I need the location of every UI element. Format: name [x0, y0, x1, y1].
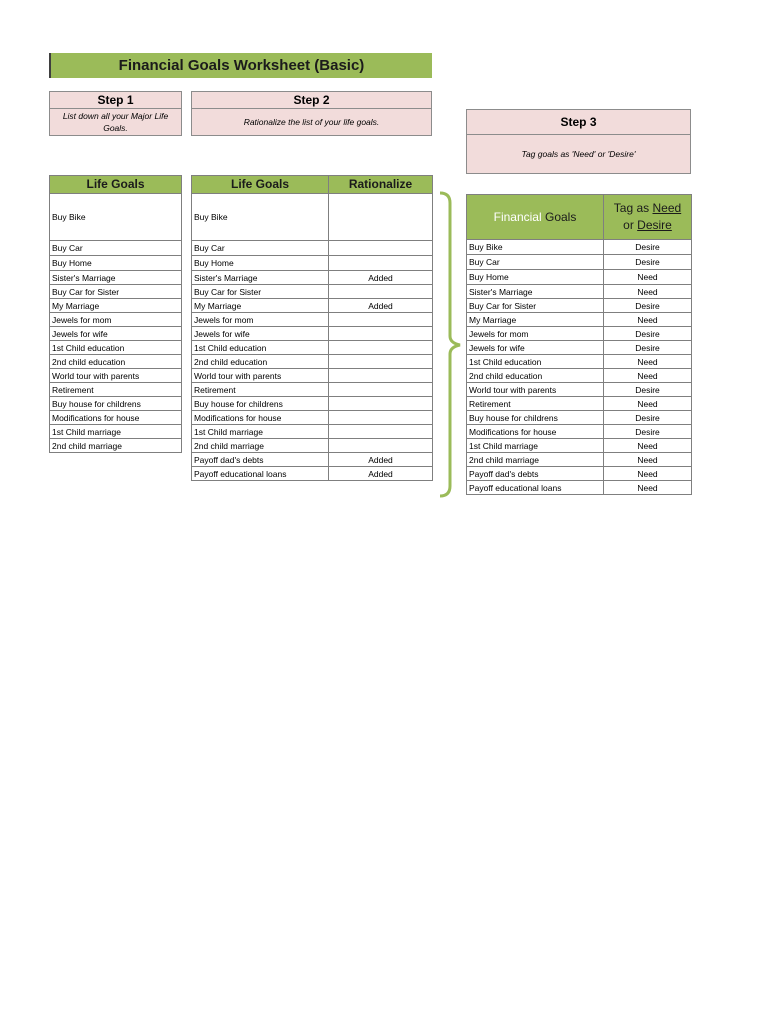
financial-goal-cell: My Marriage	[467, 313, 604, 327]
life-goal-cell: Sister's Marriage	[50, 271, 182, 285]
life-goals-table	[49, 175, 182, 453]
tag-cell: Desire	[604, 383, 692, 397]
rationalize-note-cell	[329, 313, 433, 327]
rationalize-note-cell	[329, 285, 433, 299]
table-row	[192, 241, 433, 256]
table-row	[50, 411, 182, 425]
life-goals-header: Life Goals	[50, 176, 182, 194]
rationalize-note-cell	[329, 327, 433, 341]
rationalize-note-cell	[329, 194, 433, 241]
rationalized-goal-cell: Jewels for wife	[192, 327, 329, 341]
rationalize-note-cell	[329, 369, 433, 383]
tag-cell: Need	[604, 467, 692, 481]
rationalize-header: Rationalize	[329, 176, 433, 194]
financial-goal-cell: Payoff dad's debts	[467, 467, 604, 481]
rationalize-note-cell	[329, 383, 433, 397]
table-row	[467, 255, 692, 270]
rationalize-note-cell: Added	[329, 299, 433, 313]
rationalize-table	[191, 175, 433, 481]
rationalize-note-cell	[329, 411, 433, 425]
rationalize-note-cell	[329, 341, 433, 355]
rationalize-note-cell	[329, 256, 433, 271]
financial-goal-cell: 2nd child marriage	[467, 453, 604, 467]
life-goal-cell: Buy Home	[50, 256, 182, 271]
table-row	[50, 313, 182, 327]
table-row	[50, 369, 182, 383]
tag-cell: Need	[604, 285, 692, 299]
rationalized-goal-cell: Buy house for childrens	[192, 397, 329, 411]
rationalized-goal-cell: Sister's Marriage	[192, 271, 329, 285]
life-goal-cell: Modifications for house	[50, 411, 182, 425]
life-goal-cell: Jewels for wife	[50, 327, 182, 341]
table-row	[467, 313, 692, 327]
tag-cell: Desire	[604, 411, 692, 425]
step2-description: Rationalize the list of your life goals.	[191, 109, 432, 136]
life-goal-cell: Buy Car	[50, 241, 182, 256]
table-row	[192, 313, 433, 327]
table-row	[50, 383, 182, 397]
rationalize-note-cell	[329, 425, 433, 439]
life-goal-cell: World tour with parents	[50, 369, 182, 383]
financial-goal-cell: 1st Child marriage	[467, 439, 604, 453]
financial-goal-cell: Buy Car	[467, 255, 604, 270]
table-row	[192, 271, 433, 285]
goals-word: Goals	[545, 209, 577, 224]
table-row	[467, 327, 692, 341]
table-row	[50, 425, 182, 439]
table-row	[192, 369, 433, 383]
financial-goal-cell: 2nd child education	[467, 369, 604, 383]
rationalized-goal-cell: 1st Child education	[192, 341, 329, 355]
tag-cell: Need	[604, 481, 692, 495]
rationalized-goal-cell: Buy Bike	[192, 194, 329, 241]
rationalized-goal-cell: Payoff dad's debts	[192, 453, 329, 467]
table-row	[50, 439, 182, 453]
financial-goal-cell: Jewels for wife	[467, 341, 604, 355]
rationalize-note-cell	[329, 439, 433, 453]
rationalize-note-cell: Added	[329, 467, 433, 481]
table-row	[50, 397, 182, 411]
life-goal-cell: Jewels for mom	[50, 313, 182, 327]
table-row	[192, 256, 433, 271]
table-row	[50, 327, 182, 341]
step3-heading: Step 3	[466, 109, 691, 135]
tag-cell: Need	[604, 313, 692, 327]
tag-cell: Desire	[604, 240, 692, 255]
table-row	[192, 285, 433, 299]
table-row	[467, 439, 692, 453]
rationalized-goal-cell: Buy Home	[192, 256, 329, 271]
rationalize-note-cell	[329, 397, 433, 411]
table-row	[50, 256, 182, 271]
table-row	[192, 439, 433, 453]
table-row	[467, 383, 692, 397]
tag-cell: Need	[604, 453, 692, 467]
rationalized-goal-cell: My Marriage	[192, 299, 329, 313]
table-row	[50, 299, 182, 313]
life-goal-cell: 2nd child education	[50, 355, 182, 369]
tag-cell: Need	[604, 397, 692, 411]
financial-goal-cell: Buy house for childrens	[467, 411, 604, 425]
rationalize-note-cell	[329, 355, 433, 369]
tag-cell: Need	[604, 270, 692, 285]
tag-header	[604, 195, 692, 240]
rationalized-goal-cell: 2nd child marriage	[192, 439, 329, 453]
financial-goal-cell: Jewels for mom	[467, 327, 604, 341]
tag-cell: Desire	[604, 299, 692, 313]
rationalized-goal-cell: Buy Car for Sister	[192, 285, 329, 299]
table-row	[467, 270, 692, 285]
table-row	[192, 397, 433, 411]
table-row	[192, 194, 433, 241]
financial-goal-cell: Buy Bike	[467, 240, 604, 255]
bracket-connector	[434, 190, 468, 500]
step1-heading: Step 1	[49, 91, 182, 109]
table-row	[467, 411, 692, 425]
table-row	[467, 425, 692, 439]
rationalized-goal-cell: World tour with parents	[192, 369, 329, 383]
financial-goal-cell: Buy Car for Sister	[467, 299, 604, 313]
life-goal-cell: 2nd child marriage	[50, 439, 182, 453]
rationalized-goal-cell: Buy Car	[192, 241, 329, 256]
table-row	[192, 425, 433, 439]
tag-cell: Need	[604, 439, 692, 453]
step1-description: List down all your Major Life Goals.	[49, 109, 182, 136]
rationalized-goal-cell: 2nd child education	[192, 355, 329, 369]
table-row	[50, 194, 182, 241]
tag-cell: Desire	[604, 425, 692, 439]
table-row	[50, 271, 182, 285]
financial-goal-cell: Modifications for house	[467, 425, 604, 439]
financial-goals-header	[467, 195, 604, 240]
table-row	[50, 241, 182, 256]
life-goal-cell: Buy Car for Sister	[50, 285, 182, 299]
life-goal-cell: 1st Child marriage	[50, 425, 182, 439]
rationalize-note-cell: Added	[329, 453, 433, 467]
step3-description: Tag goals as 'Need' or 'Desire'	[466, 135, 691, 174]
rationalized-goal-cell: Retirement	[192, 383, 329, 397]
rationalize-note-cell: Added	[329, 271, 433, 285]
tag-cell: Desire	[604, 341, 692, 355]
table-row	[192, 341, 433, 355]
financial-goal-cell: 1st Child education	[467, 355, 604, 369]
financial-goal-cell: World tour with parents	[467, 383, 604, 397]
table-row	[192, 327, 433, 341]
financial-goal-cell: Sister's Marriage	[467, 285, 604, 299]
table-row	[192, 383, 433, 397]
tag-cell: Desire	[604, 327, 692, 341]
step2-heading: Step 2	[191, 91, 432, 109]
life-goal-cell: My Marriage	[50, 299, 182, 313]
table-row	[467, 355, 692, 369]
financial-goal-cell: Payoff educational loans	[467, 481, 604, 495]
table-row	[467, 453, 692, 467]
or-word: or	[623, 218, 634, 232]
life-goal-cell: Buy house for childrens	[50, 397, 182, 411]
table-row	[50, 341, 182, 355]
table-row	[467, 397, 692, 411]
table-row	[192, 467, 433, 481]
table-row	[467, 467, 692, 481]
table-row	[467, 341, 692, 355]
table-row	[467, 369, 692, 383]
rationalized-goal-cell: Modifications for house	[192, 411, 329, 425]
tag-prefix: Tag as	[613, 201, 650, 215]
financial-goal-cell: Buy Home	[467, 270, 604, 285]
table-row	[192, 411, 433, 425]
rationalized-goal-cell: Payoff educational loans	[192, 467, 329, 481]
rationalize-note-cell	[329, 241, 433, 256]
table-row	[467, 285, 692, 299]
life-goal-cell: Retirement	[50, 383, 182, 397]
life-goal-cell: Buy Bike	[50, 194, 182, 241]
table-row	[192, 355, 433, 369]
worksheet-title: Financial Goals Worksheet (Basic)	[49, 53, 432, 78]
rationalized-goal-cell: Jewels for mom	[192, 313, 329, 327]
table-row	[467, 299, 692, 313]
need-desire-table	[466, 194, 692, 495]
life-goal-cell: 1st Child education	[50, 341, 182, 355]
tag-cell: Desire	[604, 255, 692, 270]
rationalize-goals-header: Life Goals	[192, 176, 329, 194]
need-word: Need	[652, 201, 682, 215]
financial-word: Financial	[493, 209, 542, 224]
rationalized-goal-cell: 1st Child marriage	[192, 425, 329, 439]
tag-cell: Need	[604, 355, 692, 369]
table-row	[50, 355, 182, 369]
table-row	[467, 481, 692, 495]
table-row	[192, 453, 433, 467]
financial-goal-cell: Retirement	[467, 397, 604, 411]
table-row	[50, 285, 182, 299]
table-row	[467, 240, 692, 255]
tag-cell: Need	[604, 369, 692, 383]
table-row	[192, 299, 433, 313]
desire-word: Desire	[637, 218, 672, 232]
